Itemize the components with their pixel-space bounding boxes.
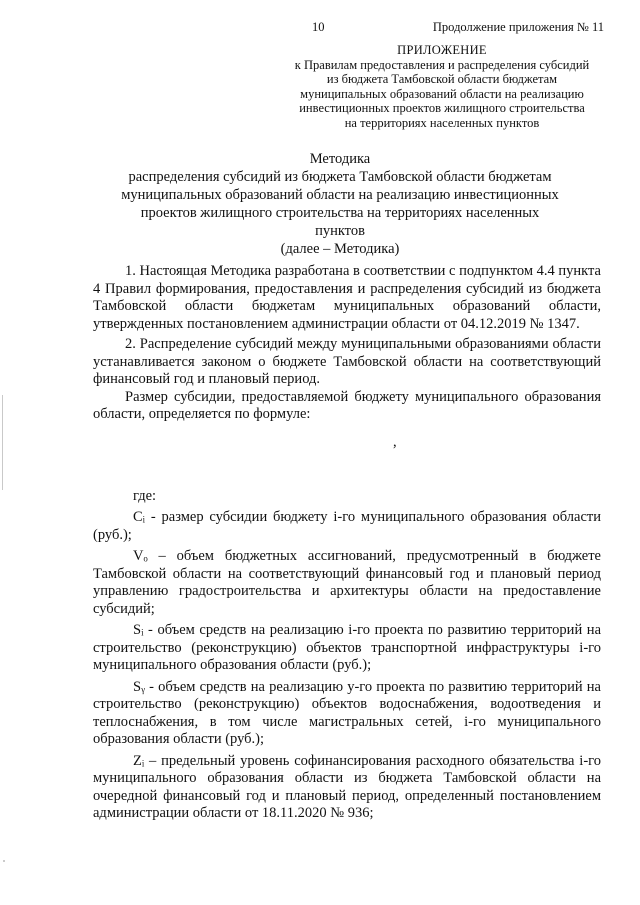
definition-sy: Sᵧ - объем средств на реализацию у-го проекта по развитию территорий на строительство (реконструкцию) объектов водоснабжения, водоотведения и теплоснабжения, в том числе магистральных сетей, i-го муниципального образования области (руб.); (93, 678, 601, 747)
document-title (90, 150, 590, 258)
appendix-line: к Правилам предоставления и распределения субсидий (294, 57, 590, 72)
title-line: проектов жилищного строительства на территориях населенных (140, 205, 540, 221)
definition-vo: Vₒ – объем бюджетных ассигнований, предусмотренный в бюджете Тамбовской области на соответствующий финансовый год и плановый период управлению градостроительства и архитектуры области на предоставление субсидий; (93, 548, 601, 617)
title-line: (далее – Методика) (280, 241, 400, 257)
appendix-line: из бюджета Тамбовской области бюджетам (326, 72, 558, 86)
page-number: 10 (312, 20, 325, 34)
title-heading: Методика (309, 151, 371, 167)
paragraph-2: 2. Распределение субсидий между муниципальными образованиями области устанавливается законом о бюджете Тамбовской области на соответствующий финансовый год и плановый период. (93, 336, 601, 387)
title-line: муниципальных образований области на реализацию инвестиционных (121, 187, 559, 203)
document-body (93, 263, 601, 823)
where-label: где: (133, 487, 157, 504)
scan-dot (3, 860, 5, 862)
continuation-note: Продолжение приложения № 11 (432, 20, 604, 34)
paragraph-1: 1. Настоящая Методика разработана в соответствии с подпунктом 4.4 пункта 4 Правил формирования, предоставления и распределения субсидий из бюджета Тамбовской области бюджетам муниципальных образований области, утвержденных постановлением администрации области от 04.12.2019 № 1347. (93, 263, 601, 332)
paragraph-3: Размер субсидии, предоставляемой бюджету муниципального образования области, определяется по формуле: (93, 388, 601, 422)
definition-si: Sᵢ - объем средств на реализацию i-го проекта по развитию территорий на строительство (реконструкцию) объектов транспортной инфраструктуры i-го муниципального образования области (руб.); (93, 622, 601, 673)
definition-ci: Cᵢ - размер субсидии бюджету i-го муниципального образования области (руб.); (93, 509, 601, 543)
definition-zi: Zᵢ – предельный уровень софинансирования расходного обязательства i-го муниципального образования области из бюджета Тамбовской области на очередной финансовый год и плановый период, определенный постановлением администрации области от 18.11.2020 № 936; (93, 752, 601, 821)
appendix-block (280, 43, 604, 130)
appendix-title: ПРИЛОЖЕНИЕ (397, 43, 487, 57)
appendix-line: инвестиционных проектов жилищного строительства (299, 101, 585, 115)
appendix-line: муниципальных образований области на реализацию (300, 86, 584, 101)
appendix-line: на территориях населенных пунктов (344, 115, 540, 130)
scan-margin-mark (2, 395, 3, 490)
formula-area (93, 424, 601, 476)
title-line: пунктов (315, 223, 365, 239)
formula-comma: , (393, 433, 397, 450)
title-line: распределения субсидий из бюджета Тамбовской области бюджетам (128, 169, 552, 185)
page-header (0, 20, 640, 38)
